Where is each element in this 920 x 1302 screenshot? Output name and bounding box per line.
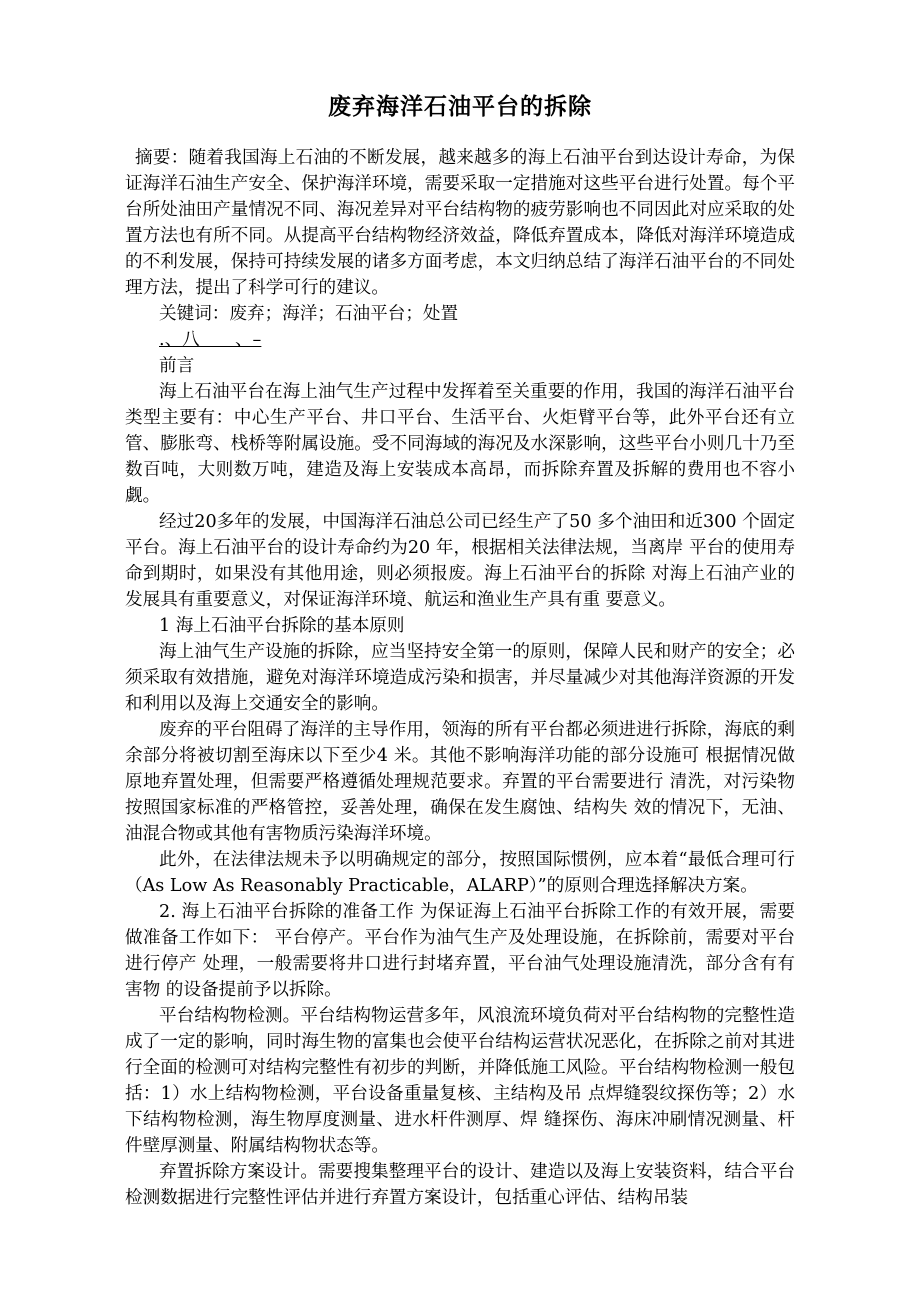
preface-paragraph-2: 经过20多年的发展，中国海洋石油总公司已经生产了50 多个油田和近300 个固定平台。海上石油平台的设计寿命约为20 年，根据相关法律法规，当离岸 平台的使用寿命到期时，如果没有其他用途，则必须报废。海上石油平台的拆除 对海上石油产业的发展具有重要意义，对保证海洋环境、航运和渔业生产具有重 要意义。 bbox=[125, 512, 795, 610]
section1-paragraph-1: 海上油气生产设施的拆除，应当坚持安全第一的原则，保障人民和财产的安全；必须采取有效措施，避免对海洋环境造成污染和损害，并尽量减少对其他海洋资源的开发和利用以及海上交通安全的影响。 bbox=[125, 642, 795, 714]
section1-paragraph-2: 废弃的平台阻碍了海洋的主导作用，领海的所有平台都必须进进行拆除，海底的剩余部分将被切割至海床以下至少4 米。其他不影响海洋功能的部分设施可 根据情况做原地弃置处理，但需要严格遵循处理规范要求。弃置的平台需要进行 清洗，对污染物按照国家标准的严格管控，妥善处理，确保在发生腐蚀、结构失 效的情况下，无油、油混合物或其他有害物质污染海洋环境。 bbox=[125, 720, 795, 844]
preface-heading: 前言 bbox=[159, 356, 195, 376]
section1-paragraph-3: 此外，在法律法规未予以明确规定的部分，按照国际惯例，应本着“最低合理可行（As Low As Reasonably Practicable，ALARP）”的原则合理选择解决方案。 bbox=[125, 850, 795, 896]
section2-paragraph-3: 弃置拆除方案设计。需要搜集整理平台的设计、建造以及海上安装资料，结合平台检测数据进行完整性评估并进行弃置方案设计，包括重心评估、结构吊装 bbox=[125, 1162, 795, 1208]
preface-paragraph-1: 海上石油平台在海上油气生产过程中发挥着至关重要的作用，我国的海洋石油平台类型主要有：中心生产平台、井口平台、生活平台、火炬臂平台等，此外平台还有立管、膨胀弯、栈桥等附属设施。受不同海域的海况及水深影响，这些平台小则几十乃至数百吨，大则数万吨，建造及海上安装成本高昂，而拆除弃置及拆解的费用也不容小觑。 bbox=[125, 382, 795, 506]
stray-underlined-line: .、八 、– bbox=[159, 330, 262, 350]
document-title: 废弃海洋石油平台的拆除 bbox=[328, 93, 592, 120]
section1-heading: 1 海上石油平台拆除的基本原则 bbox=[159, 616, 405, 636]
document-body bbox=[125, 145, 795, 1211]
keywords-line: 关键词：废弃；海洋；石油平台；处置 bbox=[159, 304, 459, 324]
abstract-paragraph: 摘要：随着我国海上石油的不断发展，越来越多的海上石油平台到达设计寿命，为保证海洋石油生产安全、保护海洋环境，需要采取一定措施对这些平台进行处置。每个平台所处油田产量情况不同、海况差异对平台结构物的疲劳影响也不同因此对应采取的处置方法也有所不同。从提高平台结构物经济效益，降低弃置成本，降低对海洋环境造成的不利发展，保持可持续发展的诸多方面考虑，本文归纳总结了海洋石油平台的不同处理方法，提出了科学可行的建议。 bbox=[125, 148, 795, 298]
section2-paragraph-2: 平台结构物检测。平台结构物运营多年，风浪流环境负荷对平台结构物的完整性造成了一定的影响，同时海生物的富集也会使平台结构运营状况恶化，在拆除之前对其进行全面的检测可对结构完整性有初步的判断，并降低施工风险。平台结构物检测一般包括：1）水上结构物检测，平台设备重量复核、主结构及吊 点焊缝裂纹探伤等；2）水下结构物检测，海生物厚度测量、进水杆件测厚、焊 缝探伤、海床冲刷情况测量、杆件壁厚测量、附属结构物状态等。 bbox=[125, 1006, 795, 1156]
section2-paragraph-1: 2. 海上石油平台拆除的准备工作 为保证海上石油平台拆除工作的有效开展，需要做准备工作如下： 平台停产。平台作为油气生产及处理设施，在拆除前，需要对平台进行停产 处理，一般需要将井口进行封堵弃置，平台油气处理设施清洗，部分含有有害物 的设备提前予以拆除。 bbox=[125, 902, 795, 1000]
